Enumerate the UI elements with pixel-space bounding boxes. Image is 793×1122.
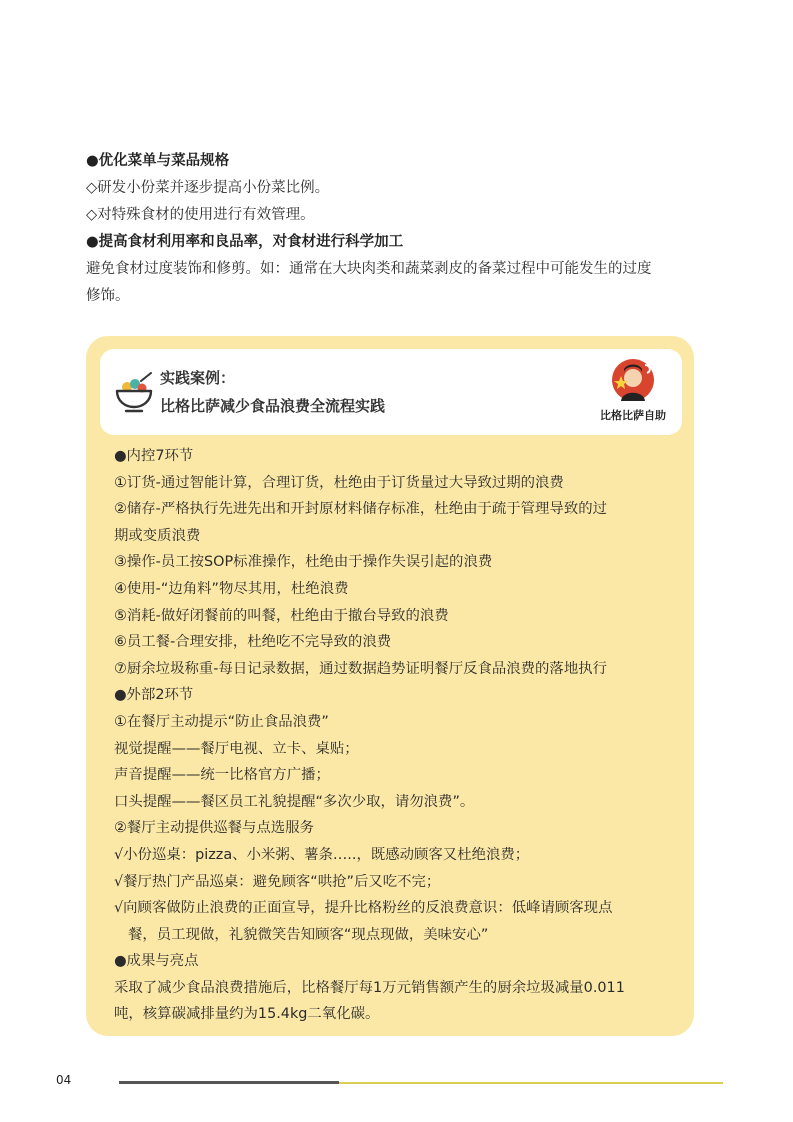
case-line: 声音提醒——统一比格官方广播； [114,767,330,784]
case-line: ①订货-通过智能计算，合理订货，杜绝由于订货量过大导致过期的浪费 [114,474,564,491]
case-title: 比格比萨减少食品浪费全流程实践 [160,397,386,415]
case-line: ⑥员工餐-合理安排，杜绝吃不完导致的浪费 [114,634,392,651]
case-label: 实践案例： [160,369,236,387]
footer-rule-light [339,1082,723,1084]
footer-rule-dark [119,1081,339,1084]
case-body [114,443,680,1028]
section-heading-menu: ●优化菜单与菜品规格 [86,153,230,169]
paragraph: ◇研发小份菜并逐步提高小份菜比例。 [86,180,330,196]
case-header [100,349,682,435]
bowl-icon [114,369,154,413]
case-line: 吨，核算碳减排量约为15.4kg二氧化碳。 [114,1006,380,1023]
paragraph: 修饰。 [86,288,130,304]
case-line: 期或变质浪费 [114,527,201,544]
brand-name: 比格比萨自助 [600,409,666,422]
case-line: 餐，员工现做，礼貌微笑告知顾客“现点现做，美味安心” [128,926,489,943]
case-line: ●成果与亮点 [114,953,199,970]
case-line: ⑦厨余垃圾称重-每日记录数据，通过数据趋势证明餐厅反食品浪费的落地执行 [114,660,607,677]
case-line: 采取了减少食品浪费措施后，比格餐厅每1万元销售额产生的厨余垃圾减量0.011 [114,979,625,996]
case-line: 视觉提醒——餐厅电视、立卡、桌贴； [114,740,359,757]
brand-logo [592,357,674,429]
case-line: 口头提醒——餐区员工礼貌提醒“多次少取，请勿浪费”。 [114,793,475,810]
paragraph: 避免食材过度装饰和修剪。如：通常在大块肉类和蔬菜剥皮的备菜过程中可能发生的过度 [86,261,652,277]
page-number: 04 [56,1073,72,1087]
case-line: ②餐厅主动提供巡餐与点选服务 [114,820,314,837]
case-line: ⑤消耗-做好闭餐前的叫餐，杜绝由于撤台导致的浪费 [114,607,449,624]
case-line: ④使用-“边角料”物尽其用，杜绝浪费 [114,580,349,597]
case-line: √小份巡桌：pizza、小米粥、薯条…..，既感动顾客又杜绝浪费； [114,846,530,863]
case-line: √餐厅热门产品巡桌：避免顾客“哄抢”后又吃不完； [114,873,441,890]
case-card [86,336,694,1036]
case-line: ①在餐厅主动提示“防止食品浪费” [114,713,329,730]
case-line: ●内控7环节 [114,448,194,464]
brand-mascot-icon [610,357,656,403]
case-line: √向顾客做防止浪费的正面宣导，提升比格粉丝的反浪费意识：低峰请顾客现点 [114,900,613,917]
case-line: ③操作-员工按SOP标准操作，杜绝由于操作失误引起的浪费 [114,554,493,571]
paragraph: ◇对特殊食材的使用进行有效管理。 [86,207,315,223]
section-heading-ingredients: ●提高食材利用率和良品率，对食材进行科学加工 [86,234,404,250]
case-line: ②储存-严格执行先进先出和开封原材料储存标准，杜绝由于疏于管理导致的过 [114,501,607,518]
case-line: ●外部2环节 [114,687,194,704]
intro-section [86,148,706,310]
